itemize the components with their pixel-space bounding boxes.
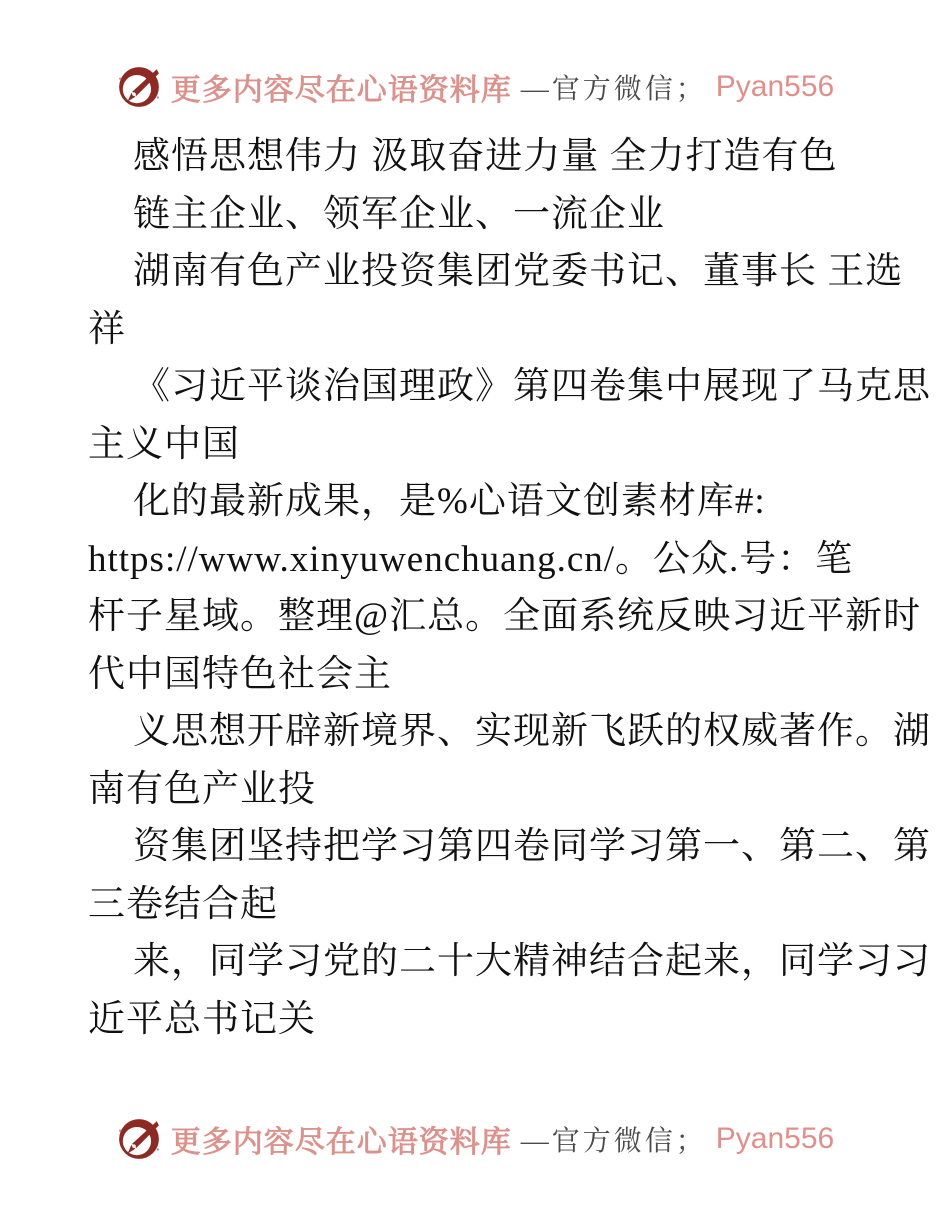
text-line: 主义中国: [88, 423, 240, 465]
banner-brand-text: 更多内容尽在心语资料库: [170, 74, 512, 107]
text-line: 杆子星域。整理@汇总。全面系统反映习近平新时: [88, 596, 922, 637]
text-line: 三卷结合起: [88, 883, 278, 925]
text-line: 感悟思想伟力 汲取奋进力量 全力打造有色: [133, 136, 838, 177]
text-line: 来，同学习党的二十大精神结合起来，同学习习: [133, 941, 931, 982]
text-line: 祥: [88, 308, 126, 350]
header-banner: [0, 64, 950, 110]
text-line: 链主企业、领军企业、一流企业: [133, 193, 665, 235]
text-line: 《习近平谈治国理政》第四卷集中展现了马克思: [133, 366, 931, 407]
pen-nib-logo-icon: [116, 64, 162, 110]
banner-wechat-id: Pyan556: [715, 70, 835, 103]
text-line: 化的最新成果，是%心语文创素材库#:: [133, 481, 766, 522]
text-line: 义思想开辟新境界、实现新飞跃的权威著作。湖: [133, 711, 931, 752]
text-line: 代中国特色社会主: [88, 653, 392, 695]
text-line: https://www.xinyuwenchuang.cn/。公众.号：笔: [88, 538, 854, 580]
banner-wechat-id: Pyan556: [715, 1122, 835, 1155]
text-line: 南有色产业投: [88, 768, 316, 810]
text-line: 近平总书记关: [88, 998, 316, 1040]
banner-brand-text: 更多内容尽在心语资料库: [170, 1126, 512, 1159]
document-body: [88, 128, 931, 1048]
banner-wechat-label: —官方微信；: [520, 74, 707, 105]
text-line: 资集团坚持把学习第四卷同学习第一、第二、第: [133, 826, 931, 867]
text-line: 湖南有色产业投资集团党委书记、董事长 王选: [133, 251, 904, 292]
pen-nib-logo-icon: [116, 1116, 162, 1162]
footer-banner: [0, 1116, 950, 1162]
banner-wechat-label: —官方微信；: [520, 1126, 707, 1157]
